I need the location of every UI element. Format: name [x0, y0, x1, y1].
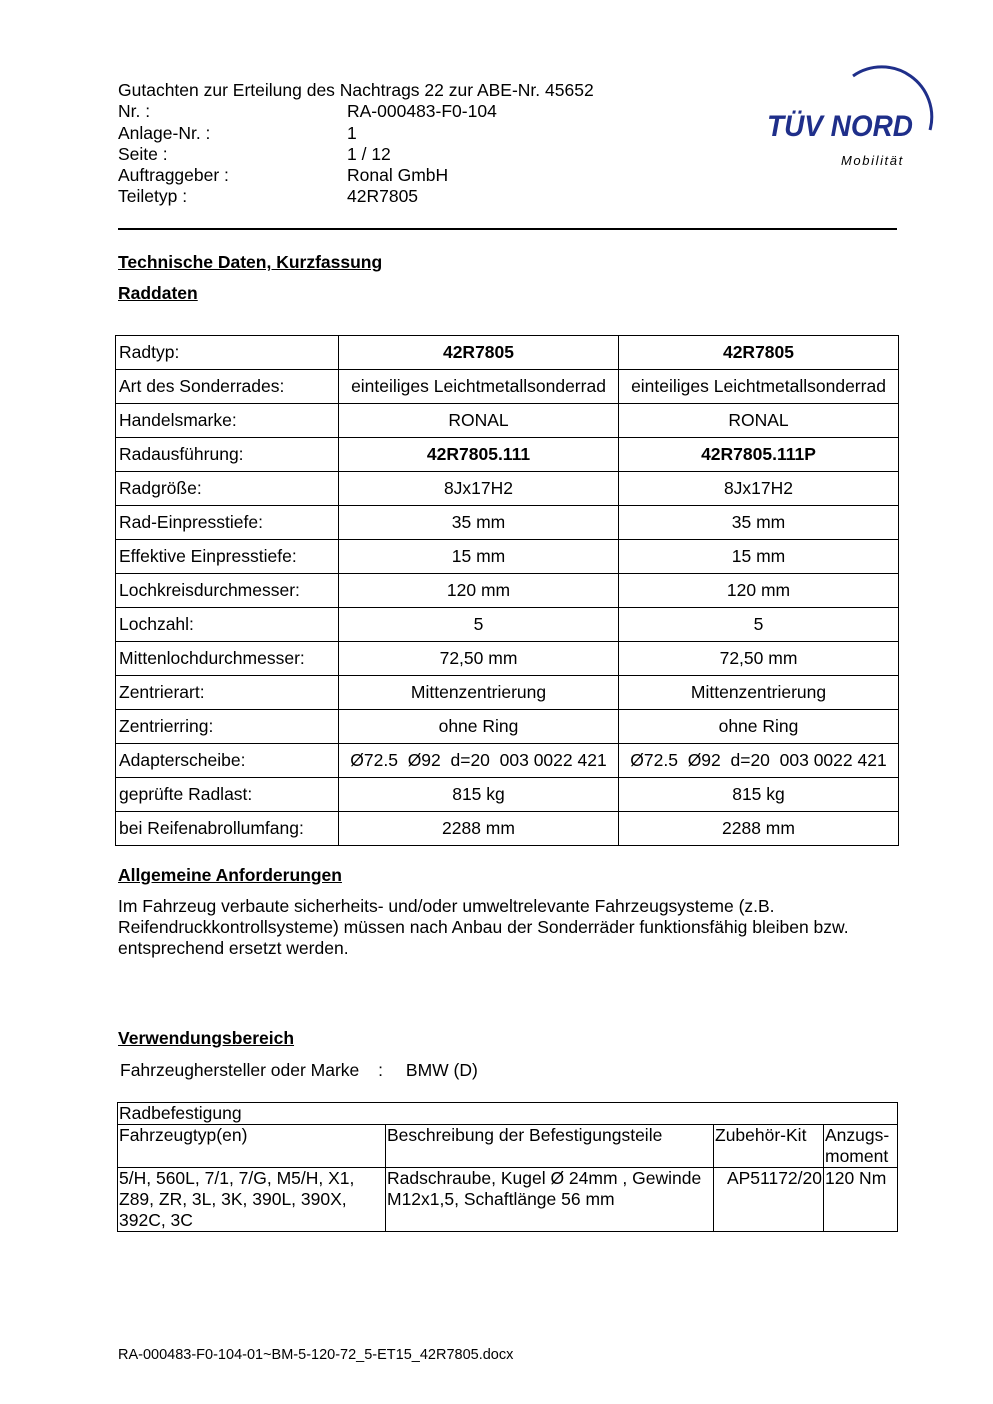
- table-row: [116, 336, 899, 370]
- table-row: [116, 608, 899, 642]
- header-row-teiletyp: [118, 186, 594, 207]
- table-row: [116, 370, 899, 404]
- cell-value: 42R7805: [339, 336, 619, 370]
- cell-value: 42R7805.111: [339, 438, 619, 472]
- vehicle-types: 5/H, 560L, 7/1, 7/G, M5/H, X1, Z89, ZR, 3L, 3K, 390L, 390X, 392C, 3C: [118, 1168, 386, 1232]
- cell-value: 120 mm: [619, 574, 899, 608]
- cell-value: 72,50 mm: [619, 642, 899, 676]
- cell-value: 5: [619, 608, 899, 642]
- table-row: [116, 540, 899, 574]
- header-row-nr: [118, 101, 594, 122]
- cell-value: 815 kg: [339, 778, 619, 812]
- cell-value: Ø72.5 Ø92 d=20 003 0022 421: [339, 744, 619, 778]
- cell-value: Ø72.5 Ø92 d=20 003 0022 421: [619, 744, 899, 778]
- cell-value: RONAL: [619, 404, 899, 438]
- cell-value: einteiliges Leichtmetallsonderrad: [619, 370, 899, 404]
- document-header: [118, 80, 594, 208]
- row-label: Effektive Einpresstiefe:: [116, 540, 339, 574]
- logo-subtitle: Mobilität: [841, 153, 904, 168]
- table-row: [118, 1168, 898, 1232]
- cell-value: ohne Ring: [619, 710, 899, 744]
- table-title-row: [118, 1103, 898, 1125]
- table-row: [116, 506, 899, 540]
- column-header: Zubehör-Kit: [714, 1125, 824, 1168]
- row-label: Lochkreisdurchmesser:: [116, 574, 339, 608]
- row-label: geprüfte Radlast:: [116, 778, 339, 812]
- table-row: [116, 744, 899, 778]
- row-label: Radgröße:: [116, 472, 339, 506]
- manufacturer-value: BMW (D): [405, 1060, 478, 1080]
- manufacturer-line: [120, 1060, 478, 1081]
- table-row: [116, 812, 899, 846]
- table-row: [116, 642, 899, 676]
- cell-value: 42R7805.111P: [619, 438, 899, 472]
- row-label: Rad-Einpresstiefe:: [116, 506, 339, 540]
- section-heading-tech: Technische Daten, Kurzfassung: [118, 252, 383, 272]
- cell-value: ohne Ring: [339, 710, 619, 744]
- cell-value: 120 mm: [339, 574, 619, 608]
- requirements-paragraph: Im Fahrzeug verbaute sicherheits- und/oder umweltrelevante Fahrzeugsysteme (z.B. Reifendruckkontrollsysteme) müssen nach Anbau der Sonderräder funktionsfähig bleiben bzw. entsprechend ersetzt werden.: [118, 896, 849, 958]
- table-row: [116, 404, 899, 438]
- row-label: Handelsmarke:: [116, 404, 339, 438]
- header-value: 42R7805: [347, 186, 419, 207]
- header-value: RA-000483-F0-104: [347, 101, 497, 122]
- column-header: Beschreibung der Befestigungsteile: [386, 1125, 714, 1168]
- header-row-seite: [118, 144, 594, 165]
- accessory-kit: AP51172/20: [714, 1168, 824, 1232]
- cell-value: 15 mm: [619, 540, 899, 574]
- section-heading-allgemeine: Allgemeine Anforderungen: [118, 865, 342, 885]
- row-label: Radausführung:: [116, 438, 339, 472]
- table-row: [116, 574, 899, 608]
- column-header: Fahrzeugtyp(en): [118, 1125, 386, 1168]
- column-header: Anzugs-moment: [824, 1125, 898, 1168]
- cell-value: 42R7805: [619, 336, 899, 370]
- cell-value: 2288 mm: [339, 812, 619, 846]
- header-label: Seite :: [118, 143, 168, 164]
- header-value: Ronal GmbH: [347, 165, 449, 186]
- header-label: Teiletyp :: [118, 186, 188, 207]
- section-heading-verwendung: Verwendungsbereich: [118, 1028, 295, 1048]
- header-label: Auftraggeber :: [118, 165, 229, 186]
- cell-value: RONAL: [339, 404, 619, 438]
- logo-brand: TÜV NORD: [767, 110, 913, 143]
- row-label: bei Reifenabrollumfang:: [116, 812, 339, 846]
- table-title: Radbefestigung: [118, 1103, 898, 1125]
- table-row: [116, 676, 899, 710]
- header-row-anlage: [118, 123, 594, 144]
- header-value: 1: [347, 122, 357, 143]
- row-label: Mittenlochdurchmesser:: [116, 642, 339, 676]
- cell-value: 35 mm: [619, 506, 899, 540]
- section-heading-raddaten: Raddaten: [118, 283, 198, 303]
- tuv-nord-logo: [765, 58, 940, 173]
- cell-value: einteiliges Leichtmetallsonderrad: [339, 370, 619, 404]
- row-label: Adapterscheibe:: [116, 744, 339, 778]
- manufacturer-label: Fahrzeughersteller oder Marke: [120, 1060, 360, 1080]
- table-row: [116, 710, 899, 744]
- header-divider: [118, 228, 897, 230]
- cell-value: 815 kg: [619, 778, 899, 812]
- cell-value: 15 mm: [339, 540, 619, 574]
- row-label: Zentrierring:: [116, 710, 339, 744]
- cell-value: Mittenzentrierung: [619, 676, 899, 710]
- cell-value: 2288 mm: [619, 812, 899, 846]
- manufacturer-separator: :: [378, 1060, 384, 1080]
- row-label: Zentrierart:: [116, 676, 339, 710]
- cell-value: 8Jx17H2: [339, 472, 619, 506]
- table-row: [116, 472, 899, 506]
- cell-value: 72,50 mm: [339, 642, 619, 676]
- cell-value: 35 mm: [339, 506, 619, 540]
- raddaten-table: [115, 335, 899, 846]
- cell-value: 5: [339, 608, 619, 642]
- header-label: Nr. :: [118, 101, 151, 122]
- cell-value: Mittenzentrierung: [339, 676, 619, 710]
- table-row: [116, 438, 899, 472]
- header-label: Anlage-Nr. :: [118, 122, 211, 143]
- header-row-auftraggeber: [118, 165, 594, 186]
- document-title: Gutachten zur Erteilung des Nachtrags 22 zur ABE-Nr. 45652: [118, 80, 594, 100]
- table-row: [116, 778, 899, 812]
- torque: 120 Nm: [824, 1168, 898, 1232]
- cell-value: 8Jx17H2: [619, 472, 899, 506]
- table-header-row: [118, 1125, 898, 1168]
- row-label: Radtyp:: [116, 336, 339, 370]
- footer-filename: RA-000483-F0-104-01~BM-5-120-72_5-ET15_42R7805.docx: [118, 1347, 514, 1363]
- radbefestigung-table: [117, 1102, 898, 1232]
- fastening-description: Radschraube, Kugel Ø 24mm , Gewinde M12x1,5, Schaftlänge 56 mm: [386, 1168, 714, 1232]
- row-label: Art des Sonderrades:: [116, 370, 339, 404]
- header-value: 1 / 12: [347, 143, 391, 164]
- row-label: Lochzahl:: [116, 608, 339, 642]
